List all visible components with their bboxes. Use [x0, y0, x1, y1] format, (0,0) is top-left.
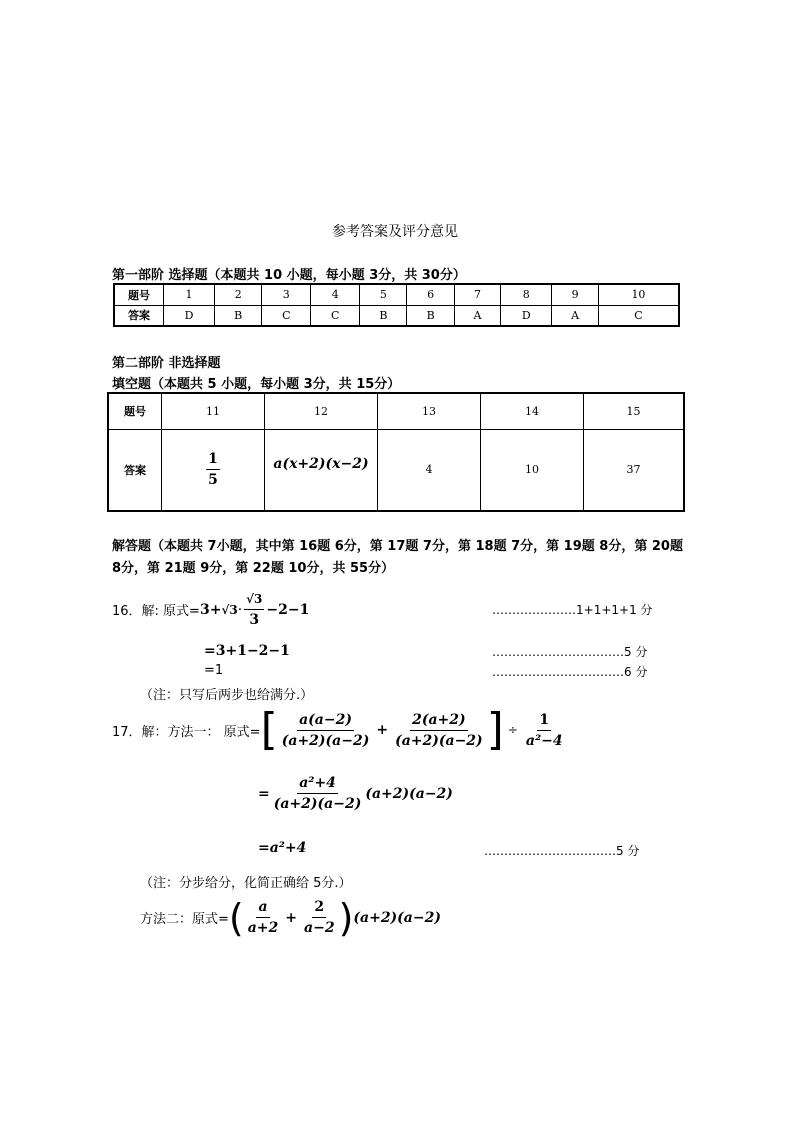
fill-number-label: 题号 [108, 393, 162, 429]
fill-number-row [108, 393, 684, 429]
answer-11-fraction [206, 450, 220, 489]
fraction-numerator: a²+4 [297, 774, 338, 794]
answer-12-expression: a(x+2)(x−2) [273, 455, 369, 472]
part1-heading: 第一部阶 选择题（本题共 10 小题，每小题 3分，共 30分） [112, 268, 466, 283]
choice-answer-label: 答案 [114, 305, 164, 326]
choice-answer-cell: A [454, 305, 501, 326]
fraction-numerator: 2(a+2) [410, 711, 468, 731]
fill-answer-cell-11 [162, 429, 265, 511]
q17-line1 [112, 704, 567, 755]
choice-answer-cell: B [215, 305, 262, 326]
fraction-numerator: a [256, 898, 269, 918]
q16-line3: =1 [204, 663, 224, 678]
q16-fraction [244, 590, 264, 629]
fraction-denominator: 3 [249, 612, 260, 628]
fill-in-answer-table [107, 392, 685, 512]
choice-answer-cell: A [552, 305, 599, 326]
fraction-denominator: a+2 [247, 920, 279, 936]
plus-sign: + [285, 909, 298, 926]
part2-heading: 第二部阶 非选择题 [112, 356, 221, 371]
method2-label: 方法二：原式= [140, 912, 229, 927]
q16-label: 16．解: 原式= [112, 604, 200, 619]
choice-number-cell: 9 [552, 284, 599, 305]
fraction-numerator: 1 [206, 450, 220, 470]
fraction-numerator: a(a−2) [297, 711, 354, 731]
method2-fraction-1 [246, 898, 281, 937]
q17-method2-line [140, 895, 441, 940]
choice-number-cell: 8 [501, 284, 552, 305]
fill-number-cell: 13 [378, 393, 481, 429]
q17-fraction-1 [280, 711, 372, 750]
choice-number-label: 题号 [114, 284, 164, 305]
fraction-numerator: 2 [312, 898, 326, 918]
solve-heading: 解答题（本题共 7小题，其中第 16题 6分，第 17题 7分，第 18题 7分，第 19题 8分，第 20题 8分，第 21题 9分，第 22题 10分，共 55分） [112, 539, 683, 576]
fill-answer-label: 答案 [108, 429, 162, 511]
choice-number-cell: 6 [407, 284, 454, 305]
method2-fraction-2 [302, 898, 337, 937]
left-paren: ( [228, 895, 244, 940]
choice-number-cell: 5 [360, 284, 407, 305]
plus-sign: + [376, 722, 389, 738]
equals-sign: = [258, 785, 270, 802]
q17-fraction-3 [524, 711, 565, 750]
choice-answer-cell: C [262, 305, 311, 326]
choice-answer-table [113, 283, 680, 327]
choice-answer-row [114, 305, 679, 326]
fill-answer-cell-14: 10 [481, 429, 584, 511]
q16-dot: · [237, 601, 243, 618]
choice-number-row [114, 284, 679, 305]
fill-answer-cell-12 [265, 429, 378, 511]
fill-answer-row [108, 429, 684, 511]
fill-number-cell: 11 [162, 393, 265, 429]
right-paren: ) [338, 895, 354, 940]
q17-note: （注：分步给分，化简正确给 5分.） [140, 876, 352, 891]
choice-number-cell: 4 [311, 284, 360, 305]
right-bracket: ] [486, 704, 504, 755]
fill-number-cell: 14 [481, 393, 584, 429]
left-bracket: [ [260, 704, 278, 755]
q17-line2-fraction [272, 774, 364, 813]
fraction-denominator: (a+2)(a−2) [273, 796, 362, 812]
fill-answer-cell-13: 4 [378, 429, 481, 511]
q16-score-2: ……………………………5 分 [492, 645, 648, 659]
q16-term-a: 3+ [199, 601, 222, 618]
document-title: 参考答案及评分意见 [332, 224, 458, 240]
q17-fraction-2 [393, 711, 485, 750]
q16-sqrt: √3 [221, 602, 238, 617]
divide-sign: ÷ [507, 723, 518, 737]
q17-score: ……………………………5 分 [484, 844, 640, 858]
choice-answer-cell: D [501, 305, 552, 326]
choice-answer-cell: B [407, 305, 454, 326]
q16-score-3: ……………………………6 分 [492, 665, 648, 679]
fraction-numerator: 1 [537, 711, 551, 731]
choice-answer-cell: D [164, 305, 215, 326]
choice-answer-cell: C [311, 305, 360, 326]
choice-number-cell: 2 [215, 284, 262, 305]
choice-answer-cell: C [598, 305, 679, 326]
choice-number-cell: 7 [454, 284, 501, 305]
choice-number-cell: 10 [598, 284, 679, 305]
fill-in-heading: 填空题（本题共 5 小题，每小题 3分，共 15分） [112, 377, 401, 392]
fill-number-cell: 15 [584, 393, 685, 429]
choice-answer-cell: B [360, 305, 407, 326]
fill-number-cell: 12 [265, 393, 378, 429]
q17-line2-tail: (a+2)(a−2) [365, 785, 453, 802]
q16-score-1: …………………1+1+1+1 分 [492, 603, 653, 617]
fraction-denominator: a−2 [304, 920, 335, 936]
q16-note: （注：只写后两步也给满分.） [140, 688, 314, 703]
q17-line3: =a²+4 [258, 840, 307, 856]
fraction-denominator: a²−4 [525, 732, 563, 749]
q16-line2: =3+1−2−1 [204, 643, 290, 659]
q16-line1 [112, 590, 309, 629]
choice-number-cell: 3 [262, 284, 311, 305]
fraction-denominator: 5 [208, 472, 218, 489]
choice-number-cell: 1 [164, 284, 215, 305]
method2-tail: (a+2)(a−2) [353, 909, 441, 926]
q17-label: 17．解：方法一： 原式= [112, 724, 261, 740]
q16-term-b: −2−1 [266, 601, 310, 618]
fraction-denominator: (a+2)(a−2) [281, 732, 370, 749]
fill-answer-cell-15: 37 [584, 429, 685, 511]
q17-line2 [258, 774, 453, 813]
fraction-numerator: √3 [244, 590, 264, 610]
fraction-denominator: (a+2)(a−2) [395, 732, 483, 749]
